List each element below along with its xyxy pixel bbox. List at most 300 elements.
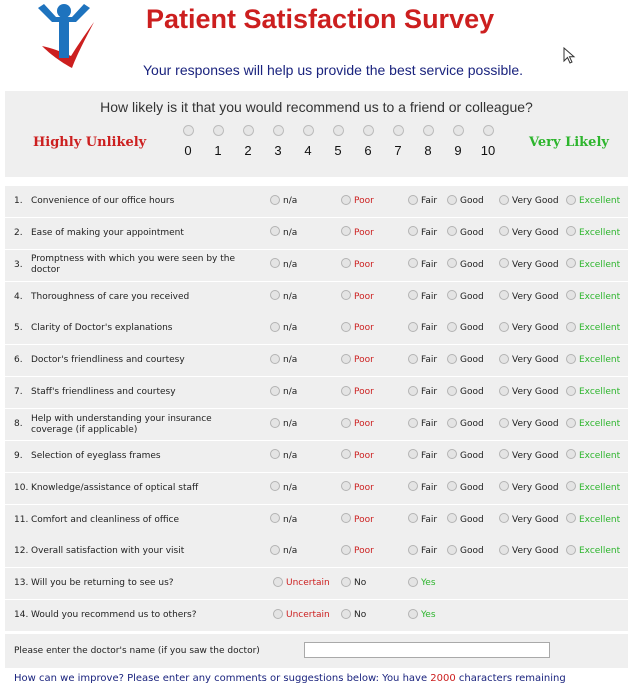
question-row-7 [5, 377, 628, 408]
option-excellent[interactable] [566, 282, 620, 313]
option-poor[interactable] [341, 186, 374, 217]
radio-icon[interactable] [303, 125, 314, 136]
question-row-13 [5, 568, 628, 599]
radio-icon[interactable] [566, 449, 576, 459]
option-label: Poor [354, 259, 374, 270]
option-label: Good [460, 259, 484, 270]
radio-icon[interactable] [408, 226, 418, 236]
recommend-question: How likely is it that you would recommend us to a friend or colleague? [100, 99, 533, 115]
question-text: Thoroughness of care you received [31, 291, 190, 302]
radio-icon[interactable] [499, 195, 509, 205]
radio-icon[interactable] [363, 125, 374, 136]
question-text: Doctor's friendliness and courtesy [31, 355, 185, 366]
radio-icon[interactable] [408, 513, 418, 523]
recommend-option-label: 2 [244, 143, 252, 158]
option-label: Excellent [579, 196, 621, 206]
option-label: Poor [354, 196, 374, 206]
option-good[interactable] [447, 250, 484, 281]
option-yes[interactable] [408, 600, 436, 631]
radio-icon[interactable] [499, 513, 509, 523]
option-poor[interactable] [341, 409, 374, 440]
option-label: Poor [354, 227, 374, 238]
question-text: Overall satisfaction with your visit [31, 546, 185, 557]
option-excellent[interactable] [566, 218, 620, 249]
option-label: n/a [283, 227, 298, 238]
option-fair[interactable] [408, 473, 437, 504]
radio-icon[interactable] [341, 609, 351, 619]
option-fair[interactable] [408, 377, 437, 408]
option-fair[interactable] [408, 282, 437, 313]
question-text: Knowledge/assistance of optical staff [31, 482, 199, 493]
radio-icon[interactable] [341, 481, 351, 491]
option-very-good[interactable] [499, 186, 559, 217]
option-good[interactable] [447, 377, 484, 408]
option-label: Fair [421, 419, 438, 430]
option-n-a[interactable] [270, 473, 297, 504]
question-number: 4. [14, 291, 23, 302]
option-fair[interactable] [408, 409, 437, 440]
radio-icon[interactable] [447, 258, 457, 268]
radio-icon[interactable] [273, 609, 283, 619]
radio-icon[interactable] [270, 195, 280, 205]
option-label: Poor [354, 546, 374, 557]
radio-icon[interactable] [566, 290, 576, 300]
option-excellent[interactable] [566, 186, 620, 217]
option-n-a[interactable] [270, 313, 297, 344]
radio-icon[interactable] [499, 226, 509, 236]
radio-icon[interactable] [408, 290, 418, 300]
option-label: Fair [421, 482, 438, 493]
option-label: Good [460, 323, 484, 334]
radio-icon[interactable] [270, 354, 280, 364]
option-poor[interactable] [341, 536, 374, 567]
option-label: Poor [354, 482, 374, 493]
option-label: Poor [354, 355, 374, 366]
radio-icon[interactable] [270, 418, 280, 428]
radio-icon[interactable] [270, 290, 280, 300]
page-subtitle: Your responses will help us provide the best service possible. [143, 62, 524, 78]
radio-icon[interactable] [447, 226, 457, 236]
option-label: Fair [421, 546, 438, 557]
option-good[interactable] [447, 282, 484, 313]
radio-icon[interactable] [270, 322, 280, 332]
mouse-cursor-icon [563, 47, 577, 65]
option-good[interactable] [447, 536, 484, 567]
recommend-option-label: 10 [480, 143, 496, 158]
radio-icon[interactable] [270, 513, 280, 523]
option-fair[interactable] [408, 345, 437, 376]
option-poor[interactable] [341, 250, 374, 281]
radio-icon[interactable] [341, 322, 351, 332]
option-label: n/a [283, 291, 298, 302]
option-label: Uncertain [286, 610, 330, 621]
recommend-option-4[interactable] [297, 125, 319, 158]
question-number: 7. [14, 387, 23, 398]
question-row-8 [5, 409, 628, 440]
radio-icon[interactable] [566, 322, 576, 332]
recommend-option-label: 5 [334, 143, 342, 158]
option-label: Good [460, 387, 484, 398]
option-label: Good [460, 355, 484, 366]
radio-icon[interactable] [341, 290, 351, 300]
improve-prompt-text: How can we improve? Please enter any comments or suggestions below: You have [14, 673, 431, 684]
option-very-good[interactable] [499, 505, 559, 536]
radio-icon[interactable] [273, 577, 283, 587]
option-label: Excellent [579, 514, 621, 525]
recommend-low-label: Highly Unlikely [33, 135, 147, 150]
option-n-a[interactable] [270, 505, 297, 536]
question-number: 13. [14, 578, 29, 589]
radio-icon[interactable] [393, 125, 404, 136]
question-text: Convenience of our office hours [31, 196, 175, 206]
option-n-a[interactable] [270, 536, 297, 567]
option-label: No [354, 610, 367, 621]
option-label: Good [460, 227, 484, 238]
option-label: n/a [283, 323, 298, 334]
radio-icon[interactable] [566, 386, 576, 396]
option-label: n/a [283, 196, 298, 206]
recommend-option-5[interactable] [327, 125, 349, 158]
radio-icon[interactable] [447, 386, 457, 396]
option-no[interactable] [341, 600, 366, 631]
radio-icon[interactable] [408, 577, 418, 587]
radio-icon[interactable] [408, 354, 418, 364]
recommend-option-3[interactable] [267, 125, 289, 158]
option-very-good[interactable] [499, 441, 559, 472]
radio-icon[interactable] [566, 258, 576, 268]
option-good[interactable] [447, 218, 484, 249]
option-very-good[interactable] [499, 345, 559, 376]
option-label: Good [460, 291, 484, 302]
option-excellent[interactable] [566, 536, 620, 567]
option-poor[interactable] [341, 441, 374, 472]
radio-icon[interactable] [341, 195, 351, 205]
recommend-option-9[interactable] [447, 125, 469, 158]
option-label: Very Good [512, 514, 559, 525]
option-label: Poor [354, 419, 374, 430]
radio-icon[interactable] [447, 354, 457, 364]
radio-icon[interactable] [341, 545, 351, 555]
radio-icon[interactable] [483, 125, 494, 136]
radio-icon[interactable] [243, 125, 254, 136]
option-label: Uncertain [286, 578, 330, 589]
option-label: Poor [354, 514, 374, 525]
radio-icon[interactable] [447, 418, 457, 428]
option-n-a[interactable] [270, 409, 297, 440]
option-poor[interactable] [341, 473, 374, 504]
option-label: Excellent [579, 482, 621, 493]
option-good[interactable] [447, 473, 484, 504]
option-fair[interactable] [408, 441, 437, 472]
radio-icon[interactable] [499, 258, 509, 268]
question-text: Comfort and cleanliness of office [31, 514, 180, 525]
radio-icon[interactable] [447, 513, 457, 523]
option-excellent[interactable] [566, 409, 620, 440]
radio-icon[interactable] [408, 418, 418, 428]
radio-icon[interactable] [447, 195, 457, 205]
option-fair[interactable] [408, 505, 437, 536]
radio-icon[interactable] [566, 354, 576, 364]
radio-icon[interactable] [341, 513, 351, 523]
option-poor[interactable] [341, 377, 374, 408]
question-number: 6. [14, 355, 23, 366]
option-very-good[interactable] [499, 536, 559, 567]
radio-icon[interactable] [499, 322, 509, 332]
option-poor[interactable] [341, 345, 374, 376]
recommend-option-0[interactable] [177, 125, 199, 158]
option-label: n/a [283, 259, 298, 270]
characters-remaining-count: 2000 [430, 673, 456, 684]
radio-icon[interactable] [408, 258, 418, 268]
option-poor[interactable] [341, 313, 374, 344]
radio-icon[interactable] [273, 125, 284, 136]
radio-icon[interactable] [333, 125, 344, 136]
option-excellent[interactable] [566, 505, 620, 536]
recommend-option-label: 6 [364, 143, 372, 158]
radio-icon[interactable] [341, 258, 351, 268]
radio-icon[interactable] [423, 125, 434, 136]
radio-icon[interactable] [499, 449, 509, 459]
question-row-9 [5, 441, 628, 472]
option-label: Very Good [512, 323, 559, 334]
option-label: n/a [283, 546, 298, 557]
radio-icon[interactable] [341, 354, 351, 364]
radio-icon[interactable] [270, 481, 280, 491]
radio-icon[interactable] [566, 545, 576, 555]
question-number: 12. [14, 546, 29, 557]
option-uncertain[interactable] [273, 600, 330, 631]
option-n-a[interactable] [270, 377, 297, 408]
logo-icon [28, 0, 98, 70]
option-good[interactable] [447, 345, 484, 376]
option-excellent[interactable] [566, 250, 620, 281]
option-label: Very Good [512, 291, 559, 302]
option-label: Very Good [512, 259, 559, 270]
radio-icon[interactable] [499, 481, 509, 491]
option-label: Excellent [579, 259, 621, 270]
radio-icon[interactable] [499, 290, 509, 300]
radio-icon[interactable] [341, 226, 351, 236]
option-excellent[interactable] [566, 377, 620, 408]
option-label: Fair [421, 323, 438, 334]
option-n-a[interactable] [270, 282, 297, 313]
option-label: Excellent [579, 355, 621, 366]
option-excellent[interactable] [566, 313, 620, 344]
doctor-name-row [5, 634, 628, 668]
radio-icon[interactable] [341, 449, 351, 459]
radio-icon[interactable] [408, 545, 418, 555]
radio-icon[interactable] [408, 449, 418, 459]
option-very-good[interactable] [499, 218, 559, 249]
option-excellent[interactable] [566, 345, 620, 376]
option-good[interactable] [447, 505, 484, 536]
option-very-good[interactable] [499, 409, 559, 440]
radio-icon[interactable] [499, 386, 509, 396]
recommend-panel [5, 91, 628, 177]
question-text: Help with understanding your insurance coverage (if applicable) [31, 413, 212, 435]
option-poor[interactable] [341, 218, 374, 249]
option-no[interactable] [341, 568, 366, 599]
radio-icon[interactable] [566, 226, 576, 236]
option-label: Good [460, 419, 484, 430]
option-label: n/a [283, 419, 298, 430]
recommend-option-6[interactable] [357, 125, 379, 158]
option-fair[interactable] [408, 536, 437, 567]
question-number: 3. [14, 259, 23, 270]
question-row-11 [5, 505, 628, 536]
option-good[interactable] [447, 186, 484, 217]
radio-icon[interactable] [270, 449, 280, 459]
radio-icon[interactable] [447, 545, 457, 555]
option-n-a[interactable] [270, 250, 297, 281]
question-text: Will you be returning to see us? [31, 578, 174, 589]
option-excellent[interactable] [566, 441, 620, 472]
radio-icon[interactable] [499, 354, 509, 364]
option-label: Very Good [512, 482, 559, 493]
question-row-12 [5, 536, 628, 567]
radio-icon[interactable] [447, 290, 457, 300]
option-label: Good [460, 196, 484, 206]
recommend-option-label: 9 [454, 143, 462, 158]
option-label: Fair [421, 291, 438, 302]
question-text: Selection of eyeglass frames [31, 450, 161, 461]
radio-icon[interactable] [270, 386, 280, 396]
option-label: Very Good [512, 227, 559, 238]
option-very-good[interactable] [499, 473, 559, 504]
recommend-option-1[interactable] [207, 125, 229, 158]
option-label: Fair [421, 259, 438, 270]
radio-icon[interactable] [447, 481, 457, 491]
option-label: Good [460, 546, 484, 557]
question-row-14 [5, 600, 628, 631]
option-good[interactable] [447, 409, 484, 440]
question-number: 11. [14, 514, 29, 525]
question-row-3 [5, 250, 628, 281]
option-label: n/a [283, 514, 298, 525]
option-label: Excellent [579, 419, 621, 430]
doctor-name-input[interactable] [304, 642, 550, 658]
radio-icon[interactable] [408, 386, 418, 396]
option-label: n/a [283, 355, 298, 366]
recommend-option-label: 3 [274, 143, 282, 158]
radio-icon[interactable] [566, 513, 576, 523]
option-poor[interactable] [341, 505, 374, 536]
radio-icon[interactable] [341, 386, 351, 396]
option-label: Very Good [512, 196, 559, 206]
option-fair[interactable] [408, 313, 437, 344]
recommend-high-label: Very Likely [529, 135, 609, 150]
question-row-10 [5, 473, 628, 504]
radio-icon[interactable] [213, 125, 224, 136]
option-label: Fair [421, 227, 438, 238]
recommend-option-7[interactable] [387, 125, 409, 158]
radio-icon[interactable] [341, 418, 351, 428]
option-good[interactable] [447, 441, 484, 472]
page-title: Patient Satisfaction Survey [146, 4, 495, 34]
recommend-option-2[interactable] [237, 125, 259, 158]
option-very-good[interactable] [499, 377, 559, 408]
question-number: 14. [14, 610, 29, 621]
question-row-1 [5, 186, 628, 217]
question-number: 2. [14, 227, 23, 238]
question-text: Staff's friendliness and courtesy [31, 387, 176, 398]
option-label: Excellent [579, 291, 621, 302]
radio-icon[interactable] [566, 481, 576, 491]
option-label: Very Good [512, 450, 559, 461]
option-yes[interactable] [408, 568, 436, 599]
option-n-a[interactable] [270, 441, 297, 472]
radio-icon[interactable] [408, 322, 418, 332]
recommend-option-label: 4 [304, 143, 312, 158]
option-label: Very Good [512, 387, 559, 398]
option-label: Very Good [512, 355, 559, 366]
option-label: n/a [283, 387, 298, 398]
radio-icon[interactable] [499, 418, 509, 428]
option-excellent[interactable] [566, 473, 620, 504]
option-fair[interactable] [408, 218, 437, 249]
radio-icon[interactable] [566, 195, 576, 205]
option-n-a[interactable] [270, 218, 297, 249]
radio-icon[interactable] [499, 545, 509, 555]
question-text: Clarity of Doctor's explanations [31, 323, 173, 334]
option-label: Fair [421, 387, 438, 398]
radio-icon[interactable] [408, 195, 418, 205]
option-label: Poor [354, 291, 374, 302]
option-very-good[interactable] [499, 250, 559, 281]
question-row-2 [5, 218, 628, 249]
option-label: Fair [421, 450, 438, 461]
option-n-a[interactable] [270, 345, 297, 376]
radio-icon[interactable] [447, 449, 457, 459]
radio-icon[interactable] [270, 258, 280, 268]
radio-icon[interactable] [183, 125, 194, 136]
option-label: Poor [354, 450, 374, 461]
question-text: Promptness with which you were seen by the doctor [31, 254, 235, 276]
recommend-option-label: 8 [424, 143, 432, 158]
option-fair[interactable] [408, 186, 437, 217]
option-n-a[interactable] [270, 186, 297, 217]
option-label: Excellent [579, 387, 621, 398]
option-fair[interactable] [408, 250, 437, 281]
question-number: 1. [14, 196, 23, 206]
radio-icon[interactable] [453, 125, 464, 136]
option-label: Poor [354, 387, 374, 398]
option-label: Good [460, 514, 484, 525]
radio-icon[interactable] [566, 418, 576, 428]
radio-icon[interactable] [270, 545, 280, 555]
option-label: Excellent [579, 227, 621, 238]
recommend-option-10[interactable] [477, 125, 499, 158]
option-label: Poor [354, 323, 374, 334]
recommend-option-label: 1 [214, 143, 222, 158]
question-number: 9. [14, 450, 23, 461]
recommend-option-8[interactable] [417, 125, 439, 158]
option-label: Excellent [579, 323, 621, 334]
option-uncertain[interactable] [273, 568, 330, 599]
option-label: Good [460, 482, 484, 493]
option-label: Fair [421, 514, 438, 525]
radio-icon[interactable] [408, 609, 418, 619]
option-poor[interactable] [341, 282, 374, 313]
radio-icon[interactable] [270, 226, 280, 236]
radio-icon[interactable] [408, 481, 418, 491]
option-very-good[interactable] [499, 282, 559, 313]
option-label: Good [460, 450, 484, 461]
option-good[interactable] [447, 313, 484, 344]
radio-icon[interactable] [341, 577, 351, 587]
radio-icon[interactable] [447, 322, 457, 332]
option-very-good[interactable] [499, 313, 559, 344]
